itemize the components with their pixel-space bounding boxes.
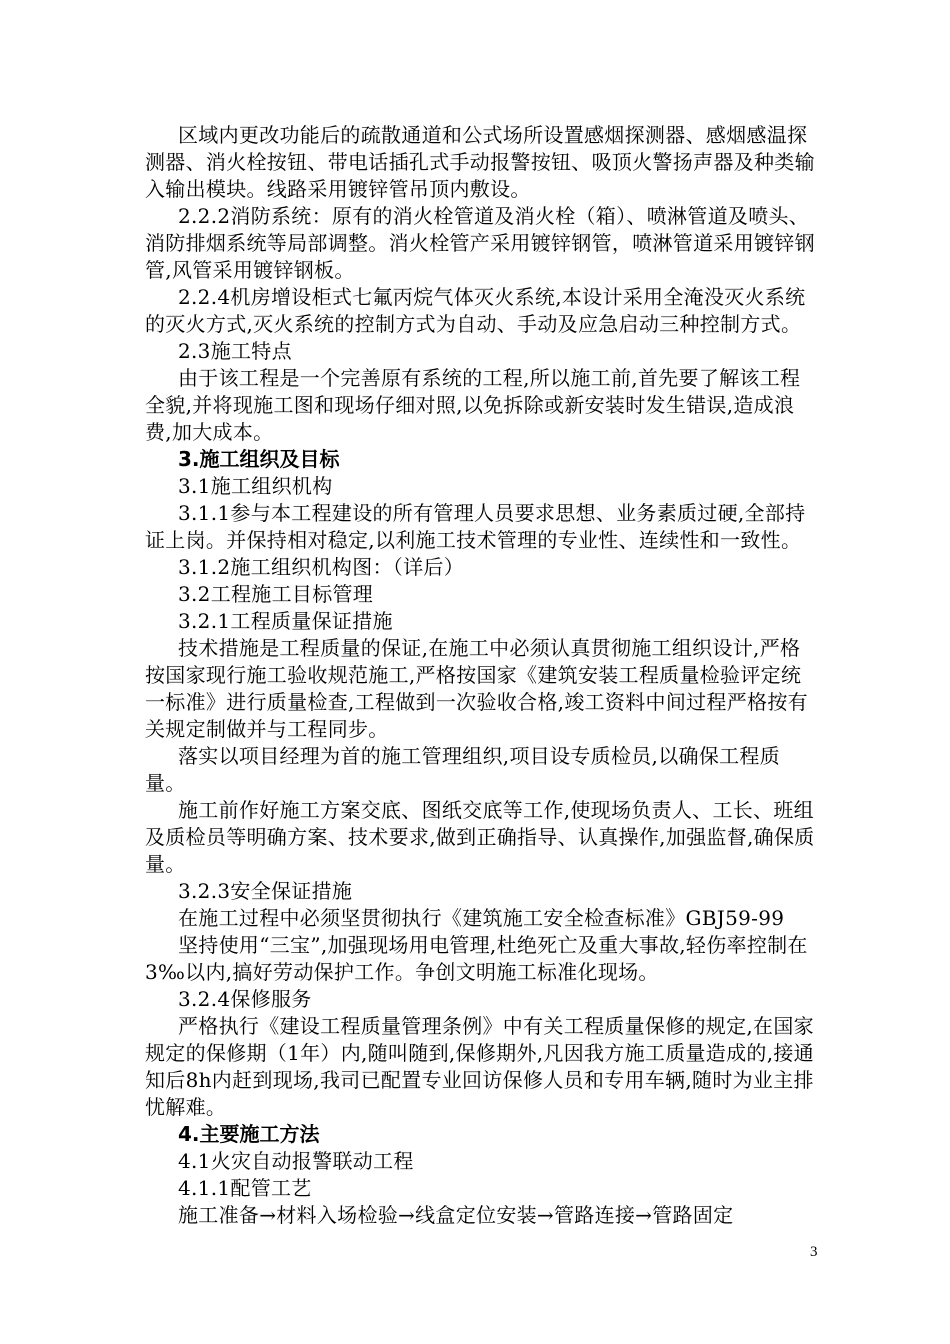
page-body — [145, 122, 815, 1229]
section-heading: 2.3施工特点 — [178, 339, 292, 363]
paragraph: 施工准备→材料入场检验→线盒定位安装→管路连接→管路固定 — [178, 1203, 734, 1227]
paragraph: 3.1.2施工组织机构图：（详后） — [178, 555, 464, 579]
paragraph: 由于该工程是一个完善原有系统的工程,所以施工前,首先要了解该工程全貌,并将现施工图和现场仔细对照,以免拆除或新安装时发生错误,造成浪费,加大成本。 — [145, 366, 801, 444]
paragraph: 技术措施是工程质量的保证,在施工中必须认真贯彻施工组织设计,严格按国家现行施工验收规范施工,严格按国家《建筑安装工程质量检验评定统一标准》进行质量检查,工程做到一次验收合格,竣工资料中间过程严格按有关规定制做并与工程同步。 — [145, 636, 808, 741]
section-heading: 3.1施工组织机构 — [178, 474, 333, 498]
section-heading: 4.1.1配管工艺 — [178, 1176, 312, 1200]
paragraph: 2.2.2消防系统：原有的消火栓管道及消火栓（箱）、喷淋管道及喷头、 消防排烟系统等局部调整。消火栓管产采用镀锌钢管，喷淋管道采用镀锌钢管,风管采用镀锌钢板。 — [145, 204, 815, 282]
paragraph: 施工前作好施工方案交底、图纸交底等工作,使现场负责人、工长、班组及质检员等明确方案、技术要求,做到正确指导、认真操作,加强监督,确保质量。 — [145, 798, 815, 876]
chapter-heading: 4.主要施工方法 — [178, 1122, 320, 1146]
paragraph: 区域内更改功能后的疏散通道和公式场所设置感烟探测器、感烟感温探测器、消火栓按钮、带电话插孔式手动报警按钮、吸顶火警扬声器及种类输入输出模块。线路采用镀锌管吊顶内敷设。 — [145, 123, 815, 201]
paragraph: 3.1.1参与本工程建设的所有管理人员要求思想、业务素质过硬,全部持证上岗。并保持相对稳定,以利施工技术管理的专业性、连续性和一致性。 — [145, 501, 806, 552]
paragraph: 2.2.4机房增设柜式七氟丙烷气体灭火系统,本设计采用全淹没灭火系统的灭火方式,灭火系统的控制方式为自动、手动及应急启动三种控制方式。 — [145, 285, 806, 336]
paragraph: 落实以项目经理为首的施工管理组织,项目设专质检员,以确保工程质量。 — [145, 744, 781, 795]
section-heading: 3.2工程施工目标管理 — [178, 582, 374, 606]
section-heading: 3.2.1工程质量保证措施 — [178, 609, 393, 633]
paragraph: 坚持使用“三宝”,加强现场用电管理,杜绝死亡及重大事故,轻伤率控制在3‰以内,搞好劳动保护工作。争创文明施工标准化现场。 — [145, 933, 808, 984]
chapter-heading: 3.施工组织及目标 — [178, 447, 340, 471]
section-heading: 3.2.3安全保证措施 — [178, 879, 353, 903]
section-heading: 4.1火灾自动报警联动工程 — [178, 1149, 414, 1173]
section-heading: 3.2.4保修服务 — [178, 987, 312, 1011]
paragraph: 在施工过程中必须坚贯彻执行《建筑施工安全检查标准》GBJ59-99 — [178, 906, 785, 930]
paragraph: 严格执行《建设工程质量管理条例》中有关工程质量保修的规定,在国家规定的保修期（1年）内,随叫随到,保修期外,凡因我方施工质量造成的,接通知后8h内赶到现场,我司已配置专业回访保修人员和专用车辆,随时为业主排忧解难。 — [145, 1014, 814, 1119]
page-number: 3 — [810, 1244, 818, 1260]
